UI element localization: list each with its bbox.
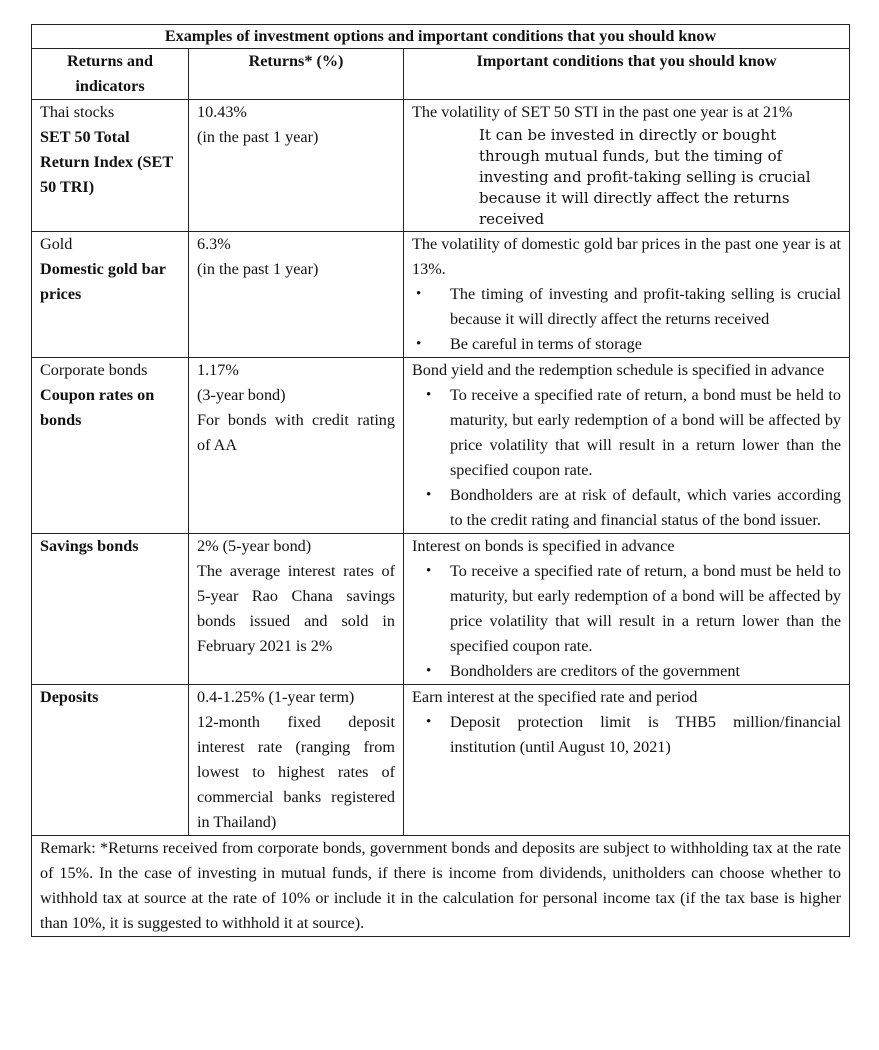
conditions-bullet-list xyxy=(412,710,841,760)
returns-cell xyxy=(189,534,404,685)
list-item xyxy=(412,383,841,483)
bullet-text: The timing of investing and profit-taking selling is crucial because it will directly affect the returns received xyxy=(450,285,842,328)
returns-detail: The average interest rates of 5-year Rao Chana savings bonds issued and sold in February 2021 is 2% xyxy=(197,562,395,655)
bullet-text: Be careful in terms of storage xyxy=(450,335,642,353)
indicator-name: Coupon rates on bonds xyxy=(40,386,155,429)
conditions-bullet-list xyxy=(412,559,841,684)
table-row-gold xyxy=(32,232,850,358)
remark-text: Remark: *Returns received from corporate bonds, government bonds and deposits are subject to withholding tax at the rate of 15%. In the case of investing in mutual funds, if there is income from dividends, unitholders can choose whether to withhold tax at source at the rate of 10% or include it in the calculation for personal income tax (if the tax base is higher than 10%, it is suggested to withhold it at source). xyxy=(32,836,850,937)
table-title-row xyxy=(32,25,850,49)
table-row-thai-stocks xyxy=(32,100,850,232)
conditions-cell xyxy=(404,534,850,685)
list-item xyxy=(412,659,841,684)
returns-period: (in the past 1 year) xyxy=(197,128,319,146)
conditions-bullet-list xyxy=(412,383,841,533)
indicator-name: Deposits xyxy=(40,688,99,706)
returns-cell xyxy=(189,358,404,534)
list-item xyxy=(412,559,841,659)
conditions-cell xyxy=(404,358,850,534)
returns-cell xyxy=(189,685,404,836)
returns-cell xyxy=(189,100,404,232)
bullet-text: Bondholders are creditors of the government xyxy=(450,662,740,680)
conditions-lead: The volatility of domestic gold bar prices in the past one year is at 13%. xyxy=(412,235,842,278)
list-item xyxy=(412,332,841,357)
category-label: Corporate bonds xyxy=(40,361,148,379)
table-row-deposits xyxy=(32,685,850,836)
bullet-dot-icon: • xyxy=(426,663,432,679)
conditions-lead: The volatility of SET 50 STI in the past one year is at 21% xyxy=(412,103,793,121)
returns-period: (in the past 1 year) xyxy=(197,260,319,278)
returns-detail: For bonds with credit rating of AA xyxy=(197,411,395,454)
header-important-conditions: Important conditions that you should know xyxy=(404,49,850,100)
indicator-cell xyxy=(32,685,189,836)
list-item xyxy=(412,483,841,533)
indicator-name: Domestic gold bar prices xyxy=(40,260,166,303)
indicator-cell xyxy=(32,534,189,685)
category-label: Thai stocks xyxy=(40,103,115,121)
header-returns-percent: Returns* (%) xyxy=(189,49,404,100)
returns-value: 6.3% xyxy=(197,235,231,253)
conditions-lead: Interest on bonds is specified in advance xyxy=(412,537,675,555)
returns-value: 1.17% xyxy=(197,361,239,379)
table-row-savings-bonds xyxy=(32,534,850,685)
bullet-dot-icon: • xyxy=(426,387,432,403)
indicator-cell xyxy=(32,100,189,232)
table-header-row xyxy=(32,49,850,100)
bullet-text: Bondholders are at risk of default, which varies according to the credit rating and financial status of the bond issuer. xyxy=(450,486,842,529)
returns-value: 0.4-1.25% (1-year term) xyxy=(197,688,355,706)
indicator-cell xyxy=(32,232,189,358)
table-remark-row xyxy=(32,836,850,937)
bullet-dot-icon: • xyxy=(426,487,432,503)
table-row-corporate-bonds xyxy=(32,358,850,534)
header-returns-indicators: Returns and indicators xyxy=(32,49,189,100)
conditions-lead: Earn interest at the specified rate and period xyxy=(412,688,698,706)
returns-period: (3-year bond) xyxy=(197,386,286,404)
bullet-text: To receive a specified rate of return, a bond must be held to maturity, but early redemption of a bond will be affected by price volatility that will result in a return lower than the specified coupon rate. xyxy=(450,562,842,655)
conditions-lead: Bond yield and the redemption schedule is specified in advance xyxy=(412,361,825,379)
conditions-cell xyxy=(404,232,850,358)
list-item xyxy=(412,282,841,332)
returns-value: 2% (5-year bond) xyxy=(197,537,312,555)
conditions-cell xyxy=(404,685,850,836)
returns-cell xyxy=(189,232,404,358)
conditions-bullet-list xyxy=(412,282,841,357)
indicator-name: Savings bonds xyxy=(40,537,139,555)
bullet-dot-icon: • xyxy=(416,336,422,352)
investment-options-table xyxy=(31,24,850,937)
indicator-cell xyxy=(32,358,189,534)
list-item xyxy=(412,710,841,760)
indicator-name: SET 50 Total Return Index (SET 50 TRI) xyxy=(40,128,173,196)
bullet-dot-icon: • xyxy=(426,563,432,579)
bullet-dot-icon: • xyxy=(416,286,422,302)
category-label: Gold xyxy=(40,235,73,253)
bullet-text: Deposit protection limit is THB5 million/financial institution (until August 10, 2021) xyxy=(450,713,842,756)
conditions-cell xyxy=(404,100,850,232)
returns-value: 10.43% xyxy=(197,103,247,121)
bullet-text: To receive a specified rate of return, a bond must be held to maturity, but early redemption of a bond will be affected by price volatility that will result in a return lower than the specified coupon rate. xyxy=(450,386,842,479)
conditions-paragraph: It can be invested in directly or bought through mutual funds, but the timing of investing and profit-taking selling is crucial because it will directly affect the returns received xyxy=(479,126,811,228)
table-title: Examples of investment options and important conditions that you should know xyxy=(32,25,850,49)
returns-detail: 12-month fixed deposit interest rate (ranging from lowest to highest rates of commercial banks registered in Thailand) xyxy=(197,713,395,831)
bullet-dot-icon: • xyxy=(426,714,432,730)
